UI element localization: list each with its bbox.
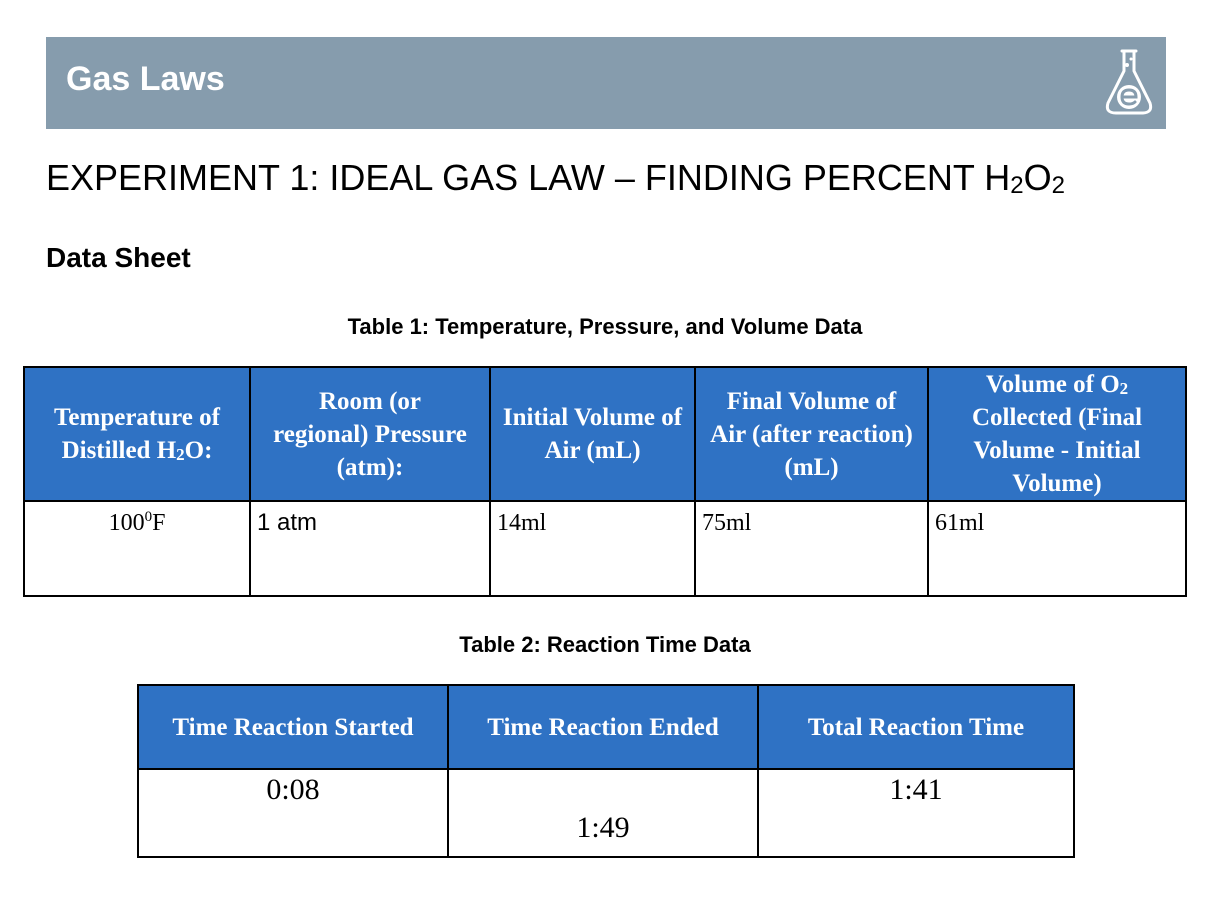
table1-caption: Table 1: Temperature, Pressure, and Volume Data bbox=[347, 314, 863, 339]
banner-title: Gas Laws bbox=[66, 60, 225, 98]
header-pressure: Room (or regional) Pressure (atm): bbox=[250, 367, 490, 501]
cell-o2-volume: 61ml bbox=[928, 501, 1186, 596]
cell-time-ended: 1:49 bbox=[448, 769, 758, 857]
cell-time-started: 0:08 bbox=[138, 769, 448, 857]
experiment-title: EXPERIMENT 1: IDEAL GAS LAW – FINDING PERCENT $H_2O_2$ bbox=[46, 157, 1065, 199]
cell-final-volume: 75ml bbox=[695, 501, 928, 596]
table-reaction-time bbox=[137, 684, 1075, 858]
header-o2-volume: Volume of $O_2$ Collected (Final Volume - Initial Volume) bbox=[928, 367, 1186, 501]
header-banner bbox=[46, 37, 1166, 129]
header-time-ended: Time Reaction Ended bbox=[448, 685, 758, 769]
section-title: Data Sheet bbox=[46, 242, 191, 273]
flask-e-logo-icon bbox=[1102, 45, 1156, 119]
header-temperature: Temperature of Distilled $H_2O$: bbox=[24, 367, 250, 501]
cell-total-time: 1:41 bbox=[758, 769, 1074, 857]
header-total-time: Total Reaction Time bbox=[758, 685, 1074, 769]
cell-pressure: 1 atm bbox=[250, 501, 490, 596]
header-final-volume: Final Volume of Air (after reaction) (mL) bbox=[695, 367, 928, 501]
table-temperature-pressure-volume bbox=[23, 366, 1187, 597]
header-time-started: Time Reaction Started bbox=[138, 685, 448, 769]
header-initial-volume: Initial Volume of Air (mL) bbox=[490, 367, 695, 501]
cell-initial-volume: 14ml bbox=[490, 501, 695, 596]
table2-caption: Table 2: Reaction Time Data bbox=[459, 632, 751, 657]
table-row bbox=[24, 501, 1186, 596]
table-header-row bbox=[24, 367, 1186, 501]
cell-temperature: $100^0F$ bbox=[24, 501, 250, 596]
table-header-row bbox=[138, 685, 1074, 769]
table-row bbox=[138, 769, 1074, 857]
